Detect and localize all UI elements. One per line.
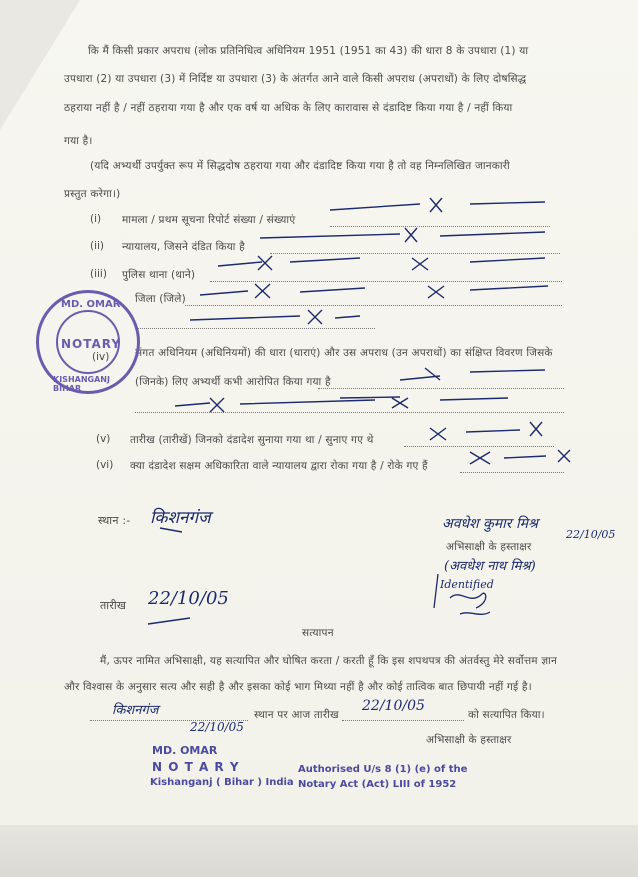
place-label: स्थान :-: [98, 514, 131, 527]
item-text: क्या दंडादेश सक्षम अधिकारिता वाले न्यायालय द्वारा रोका गया है / रोके गए हैं: [130, 460, 428, 472]
para1-line: गया है।: [64, 135, 93, 147]
verification-title: सत्यापन: [302, 627, 334, 639]
seal-bottom-text: KISHANGANJ BIHAR: [53, 375, 110, 393]
item-number: (iv): [92, 351, 110, 363]
item-text: मामला / प्रथम सूचना रिपोर्ट संख्या / संख्याएं: [122, 214, 296, 226]
stamp-authorised: Authorised U/s 8 (1) (e) of the: [298, 764, 468, 775]
verification-line: मैं, ऊपर नामित अभिसाक्षी, यह सत्यापित और घोषित करता / करती हूँ कि इस शपथपत्र की अंतर्वस्तु मेरे सर्वोत्तम ज्ञान: [100, 655, 557, 667]
handwritten-name: (अवधेश नाथ मिश्र): [444, 559, 536, 574]
para1-line: ठहराया नहीं है / नहीं ठहराया गया है और एक वर्ष या अधिक के लिए कारावास से दंडादिष्ट किया गया है / नहीं किया: [64, 102, 513, 114]
stamp-act: Notary Act (Act) LIII of 1952: [298, 779, 457, 790]
verified-end-text: को सत्यापित किया।: [468, 709, 545, 721]
handwritten-verify-place: किशनगंज: [112, 703, 159, 718]
date-label: तारीख: [100, 599, 127, 612]
item-text: जिला (जिले): [135, 293, 186, 305]
item-text: पुलिस थाना (थाने): [122, 269, 196, 281]
handwritten-place: किशनगंज: [150, 508, 211, 528]
handwritten-verify-date: 22/10/05: [362, 698, 425, 714]
para2-line: (यदि अभ्यर्थी उपर्युक्त रूप में सिद्धदोष ठहराया गया और दंडादिष्ट किया गया है तो वह निम्नलिखित जानकारी: [90, 160, 510, 172]
item-number: (vi): [96, 459, 114, 471]
item-number: (ii): [90, 240, 105, 252]
notary-initials-scribble: [430, 568, 510, 628]
stamp-place: Kishanganj ( Bihar ) India: [150, 777, 294, 788]
handwritten-notary-initials: 22/10/05: [190, 720, 244, 734]
item-text: संगत अधिनियम (अधिनियमों) की धारा (धाराएं) और उस अपराध (उन अपराधों) का संक्षिप्त विवरण जिसके: [135, 347, 553, 359]
item-number: (iii): [90, 268, 107, 280]
signature-label-2: अभिसाक्षी के हस्ताक्षर: [426, 734, 512, 746]
handwritten-signature: अवधेश कुमार मिश्र: [442, 516, 538, 532]
item-text: तारीख (तारीखें) जिनको दंडादेश सुनाया गया था / सुनाए गए थे: [130, 434, 374, 446]
item-text: (जिनके) लिए अभ्यर्थी कभी आरोपित किया गया है: [135, 376, 331, 388]
para1-line: कि मैं किसी प्रकार अपराध (लोक प्रतिनिधित्व अधिनियम 1951 (1951 का 43) की धारा 8 के उपधारा (1) या: [88, 45, 529, 57]
item-text: न्यायालय, जिसने दंडित किया है: [122, 241, 245, 253]
item-number: (i): [90, 213, 102, 225]
signature-label: अभिसाक्षी के हस्ताक्षर: [446, 541, 532, 553]
dotted-line: [342, 720, 464, 721]
stamp-title: N O T A R Y: [152, 760, 240, 774]
handwritten-signature-date: 22/10/05: [566, 528, 616, 541]
para2-line: प्रस्तुत करेगा।): [64, 188, 121, 200]
seal-top-text: MD. OMAR: [61, 299, 121, 310]
notary-seal: [36, 290, 140, 394]
stamp-name: MD. OMAR: [152, 744, 218, 757]
item-number: (v): [96, 433, 111, 445]
handwritten-date: 22/10/05: [148, 588, 229, 609]
seal-center-text: NOTARY: [61, 337, 122, 351]
verification-line: और विश्वास के अनुसार सत्य और सही है और इसका कोई भाग मिथ्या नहीं है और कोई तात्विक बात छिपायी नहीं गई है।: [64, 681, 532, 693]
verified-place-text: स्थान पर आज तारीख: [254, 709, 339, 721]
handwritten-identified: Identified: [440, 578, 494, 591]
para1-line: उपधारा (2) या उपधारा (3) में निर्दिष्ट या उपधारा (3) के अंतर्गत आने वाले किसी अपराध (अपराधों) के लिए दोषसिद्ध: [64, 73, 527, 85]
